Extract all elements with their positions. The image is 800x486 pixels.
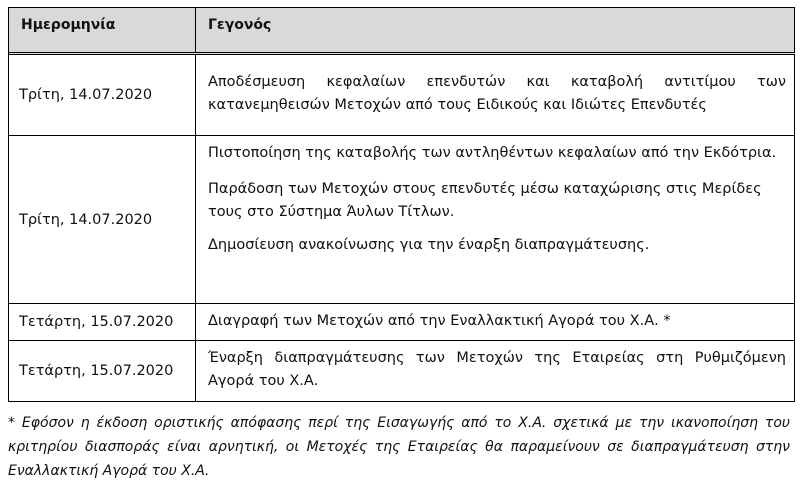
row-date-text: Τρίτη, 14.07.2020 bbox=[19, 87, 153, 103]
table-header-row bbox=[9, 8, 795, 55]
schedule-table bbox=[8, 7, 795, 402]
event-text: Έναρξη διαπραγμάτευσης των Μετοχών της Εταιρείας στη Ρυθμιζόμενη Αγορά του Χ.Α. bbox=[208, 350, 786, 389]
event-text: Διαγραφή των Μετοχών από την Εναλλακτική Αγορά του Χ.Α. * bbox=[208, 313, 671, 329]
event-text: Πιστοποίηση της καταβολής των αντληθέντων κεφαλαίων από την Εκδότρια. bbox=[208, 145, 777, 161]
table-row bbox=[9, 341, 795, 402]
row-event bbox=[196, 304, 795, 340]
row-event bbox=[196, 136, 795, 303]
footnote: * Εφόσον η έκδοση οριστικής απόφασης περί της Εισαγωγής από το Χ.Α. σχετικά με την ικανοποίηση του κριτηρίου διασποράς είναι αρνητική, οι Μετοχές της Εταιρείας θα παραμείνουν σε διαπραγμάτευση στην Εναλλακτική Αγορά του Χ.Α. bbox=[8, 415, 790, 479]
row-event bbox=[196, 55, 795, 135]
row-date-text: Τρίτη, 14.07.2020 bbox=[19, 211, 153, 228]
event-text: Δημοσίευση ανακοίνωσης για την έναρξη διαπραγμάτευσης. bbox=[208, 237, 650, 253]
table-row bbox=[9, 136, 795, 304]
header-date: Ημερομηνία bbox=[9, 8, 196, 52]
table-row bbox=[9, 304, 795, 341]
row-date bbox=[9, 55, 196, 135]
row-date-text: Τετάρτη, 15.07.2020 bbox=[19, 314, 174, 330]
table-row bbox=[9, 55, 795, 136]
event-text: Αποδέσμευση κεφαλαίων επενδυτών και καταβολή αντιτίμου των κατανεμηθεισών Μετοχών από τους Ειδικούς και Ιδιώτες Επενδυτές bbox=[208, 74, 786, 113]
row-event bbox=[196, 341, 795, 401]
row-date-text: Τετάρτη, 15.07.2020 bbox=[19, 363, 174, 379]
row-date bbox=[9, 136, 196, 303]
header-event: Γεγονός bbox=[196, 8, 795, 52]
row-date bbox=[9, 304, 196, 340]
row-date bbox=[9, 341, 196, 401]
event-text: Παράδοση των Μετοχών στους επενδυτές μέσω καταχώρισης στις Μερίδες τους στο Σύστημα Άυλων Τίτλων. bbox=[208, 181, 762, 220]
